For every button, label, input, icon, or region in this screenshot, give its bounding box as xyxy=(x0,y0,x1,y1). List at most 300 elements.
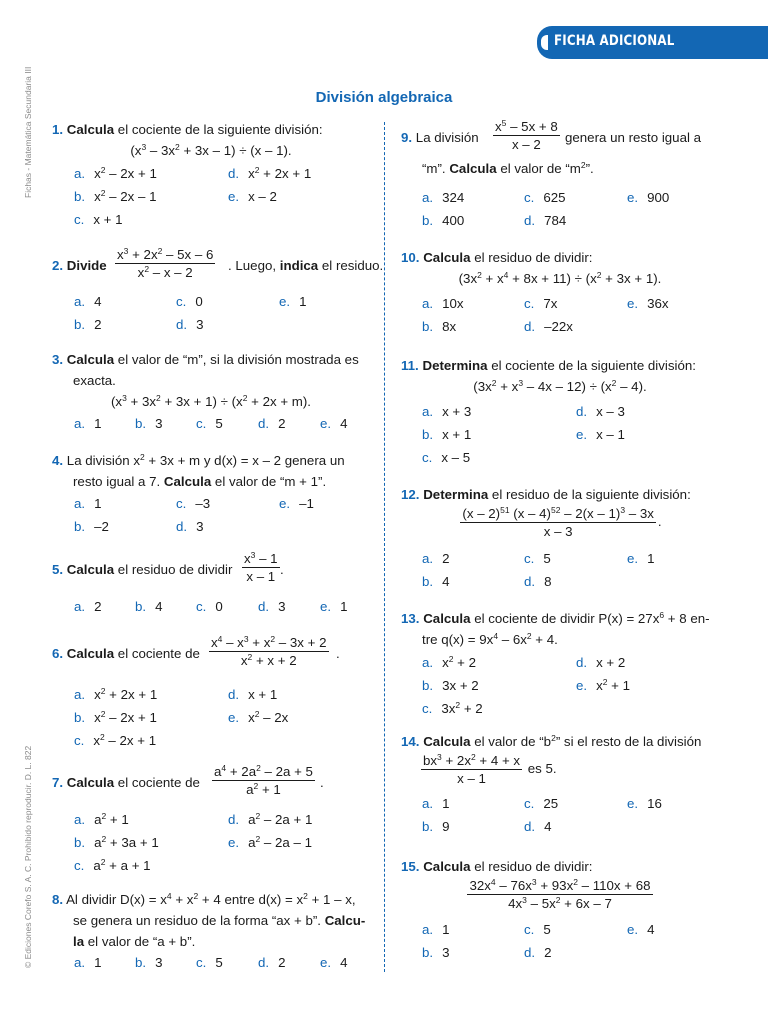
option-d xyxy=(228,684,277,706)
option-e xyxy=(627,187,669,209)
option-letter: c. xyxy=(74,858,85,873)
question-number: 14. xyxy=(401,734,420,749)
option-value: x + 1 xyxy=(442,427,472,442)
option-letter: c. xyxy=(422,450,433,465)
option-a xyxy=(74,291,102,313)
option-a xyxy=(422,919,450,941)
fraction-numerator: $bx^3 + 2x^2 + 4 + x$ xyxy=(423,752,521,768)
option-value: 1 xyxy=(442,922,450,937)
option-e xyxy=(228,832,312,854)
question-1 xyxy=(52,119,370,230)
option-value: 324 xyxy=(442,190,465,205)
option-letter: e. xyxy=(320,599,332,614)
option-letter: d. xyxy=(258,416,270,431)
option-value: 784 xyxy=(544,213,567,228)
option-letter: b. xyxy=(422,819,434,834)
option-d xyxy=(176,516,204,538)
fraction-denominator: x – 3 xyxy=(543,524,573,539)
option-a xyxy=(74,809,129,831)
option-a xyxy=(422,548,450,570)
option-value: 0 xyxy=(195,294,203,309)
option-d xyxy=(524,210,566,232)
option-value: 7x xyxy=(543,296,558,311)
option-value: 5 xyxy=(215,955,223,970)
option-c xyxy=(74,730,156,752)
question-9 xyxy=(401,118,719,228)
question-text: el residuo de la siguiente división: xyxy=(488,487,691,502)
option-value: –22x xyxy=(544,319,573,334)
question-6 xyxy=(52,634,370,748)
question-expression: $(3x^2 + x^3 - 4x - 12) \div (x^2 - 4)$. xyxy=(473,378,647,394)
options xyxy=(52,809,370,878)
option-value: 8 xyxy=(544,574,552,589)
option-c xyxy=(422,698,483,720)
option-b xyxy=(135,413,163,435)
option-letter: e. xyxy=(627,922,639,937)
option-value: 625 xyxy=(543,190,566,205)
options xyxy=(52,291,370,337)
options xyxy=(52,596,370,619)
option-d xyxy=(576,652,625,674)
option-value: 1 xyxy=(94,955,102,970)
option-letter: b. xyxy=(422,945,434,960)
question-14 xyxy=(401,731,719,838)
fraction xyxy=(493,118,560,153)
fraction-numerator: $x^3 + 2x^2 - 5x - 6$ xyxy=(117,246,214,262)
option-letter: d. xyxy=(524,819,536,834)
fraction-numerator: (x – 2)$^{51}$ (x – 4)$^{52}$ – 2(x – 1)$^3$ – 3x xyxy=(462,505,654,521)
option-letter: d. xyxy=(576,655,588,670)
option-d xyxy=(228,809,312,831)
option-value: $x^2 - 2x + 1$ xyxy=(94,709,157,725)
option-value: $x^2 - 2x + 1$ xyxy=(94,165,157,181)
option-value: 1 xyxy=(442,796,450,811)
option-b xyxy=(135,596,163,618)
option-value: 36x xyxy=(647,296,669,311)
options xyxy=(401,187,719,233)
option-letter: b. xyxy=(74,835,86,850)
option-value: 16 xyxy=(647,796,662,811)
column-divider xyxy=(384,122,385,972)
option-letter: e. xyxy=(320,416,332,431)
question-5 xyxy=(52,550,370,613)
option-d xyxy=(524,316,573,338)
option-c xyxy=(196,596,223,618)
option-value: 10x xyxy=(442,296,464,311)
question-verb: Divide xyxy=(66,258,107,273)
question-number: 5. xyxy=(52,562,64,577)
question-8 xyxy=(52,889,370,975)
option-value: 5 xyxy=(215,416,223,431)
option-letter: e. xyxy=(627,551,639,566)
option-value: $x^2 + 2x + 1$ xyxy=(248,165,312,181)
option-a xyxy=(74,684,157,706)
question-text: el residuo de dividir: xyxy=(470,250,593,265)
option-value: $a^2 + 3a + 1$ xyxy=(94,834,159,850)
question-text: La división xyxy=(415,130,479,145)
question-text: es 5. xyxy=(524,761,557,777)
option-a xyxy=(422,401,471,423)
question-text: exacta. xyxy=(73,373,116,388)
fraction-denominator: $x^2$ – x – 2 xyxy=(137,264,193,280)
option-e xyxy=(279,291,307,313)
question-verb: Calcula xyxy=(66,646,115,661)
question-verb: Calcula xyxy=(423,734,471,749)
option-value: 4 xyxy=(544,819,552,834)
question-3 xyxy=(52,349,370,435)
option-value: 1 xyxy=(299,294,307,309)
option-letter: e. xyxy=(228,835,240,850)
option-b xyxy=(422,942,450,964)
option-letter: b. xyxy=(135,599,147,614)
option-value: –2 xyxy=(94,519,109,534)
option-letter: c. xyxy=(524,296,535,311)
option-value: $a^2 - 2a - 1$ xyxy=(248,834,312,850)
option-b xyxy=(74,186,157,208)
question-text: el cociente de la siguiente división: xyxy=(114,122,323,137)
option-b xyxy=(422,675,479,697)
options xyxy=(52,163,370,232)
side-caption-top: Fichas - Matemática Secundaria III xyxy=(23,66,33,198)
option-letter: d. xyxy=(524,319,536,334)
option-value: x – 5 xyxy=(441,450,471,465)
option-value: 3 xyxy=(155,416,163,431)
options xyxy=(401,919,719,965)
option-a xyxy=(422,187,464,209)
option-letter: a. xyxy=(74,294,86,309)
option-a xyxy=(422,293,464,315)
option-letter: c. xyxy=(524,190,535,205)
question-verb: Calcula xyxy=(449,161,497,176)
option-value: 9 xyxy=(442,819,450,834)
option-letter: b. xyxy=(422,574,434,589)
fraction-denominator: $x^2 + x + 2$ xyxy=(240,652,297,668)
question-verb: Calcula xyxy=(66,352,115,367)
fraction xyxy=(242,550,280,585)
option-value: 3 xyxy=(442,945,450,960)
fraction-numerator: $a^4 + 2a^2 - 2a + 5$ xyxy=(214,763,313,779)
option-value: $x^2 - 2x - 1$ xyxy=(94,188,157,204)
option-value: –1 xyxy=(299,496,314,511)
option-letter: d. xyxy=(258,955,270,970)
option-letter: b. xyxy=(422,319,434,334)
option-value: 1 xyxy=(94,416,102,431)
option-letter: a. xyxy=(422,404,434,419)
question-number: 8. xyxy=(52,892,64,907)
question-12 xyxy=(401,484,719,593)
question-2 xyxy=(52,246,384,332)
banner-pill-icon xyxy=(541,35,548,50)
options xyxy=(401,293,719,339)
question-number: 9. xyxy=(401,130,413,145)
option-a xyxy=(74,413,102,435)
option-value: 2 xyxy=(442,551,450,566)
fraction xyxy=(209,634,329,669)
option-value: 2 xyxy=(544,945,552,960)
option-e xyxy=(627,293,669,315)
question-7 xyxy=(52,763,370,872)
fraction-numerator: $x^3 - 1$ xyxy=(244,550,278,566)
option-letter: e. xyxy=(279,496,291,511)
options xyxy=(52,493,370,539)
option-letter: e. xyxy=(228,710,240,725)
question-text: genera un resto igual a xyxy=(565,130,702,145)
question-text: el residuo de dividir xyxy=(114,562,233,577)
option-letter: d. xyxy=(228,166,240,181)
question-text: . xyxy=(320,775,324,790)
option-value: 3x + 2 xyxy=(442,678,479,693)
question-text: el cociente de xyxy=(114,646,200,661)
option-letter: a. xyxy=(74,416,86,431)
option-letter: d. xyxy=(176,317,188,332)
question-text: se genera un residuo de la forma “ax + b”. xyxy=(73,913,325,928)
option-letter: a. xyxy=(422,190,434,205)
option-b xyxy=(422,316,456,338)
option-letter: a. xyxy=(422,655,434,670)
option-letter: a. xyxy=(74,955,86,970)
option-letter: a. xyxy=(74,496,86,511)
question-text: el valor de “$m^2$”. xyxy=(496,160,594,176)
option-letter: d. xyxy=(524,574,536,589)
option-value: 400 xyxy=(442,213,465,228)
option-value: 0 xyxy=(215,599,223,614)
option-letter: b. xyxy=(74,519,86,534)
fraction xyxy=(421,752,522,787)
option-letter: d. xyxy=(524,945,536,960)
option-e xyxy=(627,793,662,815)
option-c xyxy=(196,413,223,435)
question-number: 6. xyxy=(52,646,64,661)
banner-label: FICHA ADICIONAL xyxy=(554,33,675,49)
option-c xyxy=(524,187,566,209)
option-value: $x^2 - 2x$ xyxy=(248,709,289,725)
fraction-denominator: x – 1 xyxy=(246,569,276,584)
fraction xyxy=(115,246,215,281)
option-d xyxy=(228,163,311,185)
option-value: 2 xyxy=(278,955,286,970)
fraction-denominator: $4x^3 - 5x^2 + 6x - 7$ xyxy=(508,895,612,911)
side-caption-bottom: © Ediciones Corefo S. A. C. Prohibido reproducir. D. L. 822 xyxy=(23,745,33,968)
option-letter: e. xyxy=(228,189,240,204)
question-text: el residuo. xyxy=(318,258,384,273)
option-a xyxy=(74,163,157,185)
option-letter: d. xyxy=(258,599,270,614)
option-letter: b. xyxy=(74,189,86,204)
option-letter: b. xyxy=(422,427,434,442)
option-value: 4 xyxy=(647,922,655,937)
option-letter: a. xyxy=(422,922,434,937)
question-text: . xyxy=(280,562,284,577)
option-value: 1 xyxy=(647,551,655,566)
question-number: 7. xyxy=(52,775,64,790)
option-d xyxy=(176,314,204,336)
option-c xyxy=(176,493,210,515)
option-letter: c. xyxy=(422,701,433,716)
options xyxy=(401,548,719,594)
option-b xyxy=(74,707,157,729)
option-value: 2 xyxy=(94,317,102,332)
question-number: 4. xyxy=(52,453,64,468)
option-letter: b. xyxy=(74,710,86,725)
option-letter: d. xyxy=(228,812,240,827)
question-expression: $(x^3 + 3x^2 + 3x + 1) \div (x^2 + 2x + m)$. xyxy=(111,393,311,409)
option-value: 1 xyxy=(94,496,102,511)
options xyxy=(52,413,370,436)
option-value: x + 3 xyxy=(442,404,472,419)
option-letter: b. xyxy=(135,955,147,970)
question-verb: Calcu- xyxy=(324,913,366,928)
option-value: 4 xyxy=(340,955,348,970)
option-value: 5 xyxy=(543,551,551,566)
option-d xyxy=(524,571,552,593)
option-value: 25 xyxy=(543,796,559,811)
options xyxy=(401,793,719,839)
option-value: –3 xyxy=(195,496,211,511)
option-d xyxy=(258,952,286,974)
option-value: x + 1 xyxy=(248,687,278,702)
option-c xyxy=(74,209,123,231)
option-letter: a. xyxy=(74,166,86,181)
options xyxy=(52,952,370,975)
fraction xyxy=(467,877,652,912)
question-verb: Calcula xyxy=(66,562,115,577)
option-letter: a. xyxy=(422,796,434,811)
option-c xyxy=(524,548,551,570)
option-c xyxy=(422,447,470,469)
option-value: $a^2 + a + 1$ xyxy=(93,857,151,873)
question-number: 15. xyxy=(401,859,420,874)
fraction-numerator: $x^5 - 5x + 8$ xyxy=(495,118,558,134)
option-b xyxy=(74,314,102,336)
option-b xyxy=(422,210,464,232)
question-text: La división $x^2 + 3x + m$ y d(x) = x – 2 genera un xyxy=(66,452,345,468)
option-letter: a. xyxy=(422,551,434,566)
question-text: el cociente de xyxy=(114,775,200,790)
option-value: x + 2 xyxy=(596,655,626,670)
question-expression: $(3x^2 + x^4 + 8x + 11) \div (x^2 + 3x + 1)$. xyxy=(458,270,662,286)
fraction-denominator: $a^2 + 1$ xyxy=(246,781,281,797)
option-letter: d. xyxy=(524,213,536,228)
question-15 xyxy=(401,856,719,965)
question-text: tre $q(x) = 9x^4 - 6x^2 + 4$. xyxy=(422,631,558,647)
fraction-numerator: $x^4 - x^3 + x^2 - 3x + 2$ xyxy=(211,634,327,650)
question-number: 2. xyxy=(52,258,64,273)
option-b xyxy=(422,424,471,446)
question-verb: Determina xyxy=(423,487,489,502)
option-value: $x^2 + 2x + 1$ xyxy=(94,686,158,702)
option-e xyxy=(320,952,348,974)
option-letter: a. xyxy=(74,812,86,827)
option-e xyxy=(627,548,655,570)
option-e xyxy=(576,424,625,446)
option-value: 4 xyxy=(94,294,102,309)
option-value: 3 xyxy=(196,519,204,534)
option-letter: b. xyxy=(135,416,147,431)
option-value: x – 1 xyxy=(596,427,625,442)
option-letter: e. xyxy=(627,796,639,811)
option-letter: c. xyxy=(196,955,207,970)
option-d xyxy=(258,413,286,435)
option-e xyxy=(279,493,314,515)
question-text: el cociente de la siguiente división: xyxy=(487,358,696,373)
option-a xyxy=(74,952,102,974)
question-verb: Calcula xyxy=(66,122,115,137)
option-c xyxy=(524,293,557,315)
option-c xyxy=(196,952,223,974)
question-number: 10. xyxy=(401,250,420,265)
question-text: Al dividir $D(x) = x^4 + x^2 + 4$ entre $d(x) = x^2 + 1 - x$, xyxy=(66,891,356,907)
option-c xyxy=(524,919,551,941)
option-c xyxy=(524,793,558,815)
option-letter: e. xyxy=(320,955,332,970)
question-number: 3. xyxy=(52,352,64,367)
question-text: “m”. xyxy=(422,161,450,176)
header-banner xyxy=(537,26,768,59)
question-verb: Calcula xyxy=(423,250,471,265)
option-e xyxy=(320,413,348,435)
question-verb: la xyxy=(73,934,85,949)
option-c xyxy=(74,855,151,877)
option-value: $x^2 + 1$ xyxy=(596,677,631,693)
option-a xyxy=(422,793,450,815)
fraction-numerator: $32x^4 - 76x^3 + 93x^2 - 110x + 68$ xyxy=(469,877,651,893)
option-b xyxy=(135,952,163,974)
option-letter: c. xyxy=(196,416,207,431)
option-letter: e. xyxy=(627,190,639,205)
question-expression: $(x^3 - 3x^2 + 3x - 1) \div (x - 1)$. xyxy=(130,142,292,158)
option-value: 4 xyxy=(155,599,163,614)
option-value: $x^2 - 2x + 1$ xyxy=(93,732,157,748)
option-e xyxy=(320,596,348,618)
option-letter: c. xyxy=(74,212,85,227)
option-b xyxy=(74,516,109,538)
option-letter: c. xyxy=(176,294,187,309)
option-value: 2 xyxy=(94,599,102,614)
question-text: el valor de “$b^2$” si el resto de la división xyxy=(470,733,702,749)
fraction xyxy=(212,763,315,798)
fraction-denominator: x – 1 xyxy=(457,771,486,786)
option-d xyxy=(524,942,552,964)
option-value: 8x xyxy=(442,319,457,334)
option-b xyxy=(422,571,450,593)
option-letter: b. xyxy=(422,213,434,228)
option-letter: a. xyxy=(74,687,86,702)
option-value: x + 1 xyxy=(93,212,123,227)
option-letter: e. xyxy=(576,678,588,693)
options xyxy=(52,684,370,753)
question-text: resto igual a 7. xyxy=(73,474,164,489)
option-letter: c. xyxy=(176,496,187,511)
question-11 xyxy=(401,355,719,466)
question-verb: Calcula xyxy=(423,611,471,626)
option-e xyxy=(576,675,630,697)
question-verb: Determina xyxy=(422,358,488,373)
question-text: el valor de “m + 1”. xyxy=(211,474,327,489)
option-letter: a. xyxy=(422,296,434,311)
option-value: 3 xyxy=(155,955,163,970)
option-value: x – 3 xyxy=(596,404,625,419)
question-4 xyxy=(52,450,370,538)
option-letter: a. xyxy=(74,599,86,614)
option-value: x – 2 xyxy=(248,189,277,204)
option-b xyxy=(422,816,450,838)
page-title: División algebraica xyxy=(315,89,453,106)
option-c xyxy=(176,291,203,313)
option-value: $a^2 - 2a + 1$ xyxy=(248,811,313,827)
option-value: $a^2 + 1$ xyxy=(94,811,129,827)
option-letter: d. xyxy=(176,519,188,534)
option-value: 1 xyxy=(340,599,348,614)
